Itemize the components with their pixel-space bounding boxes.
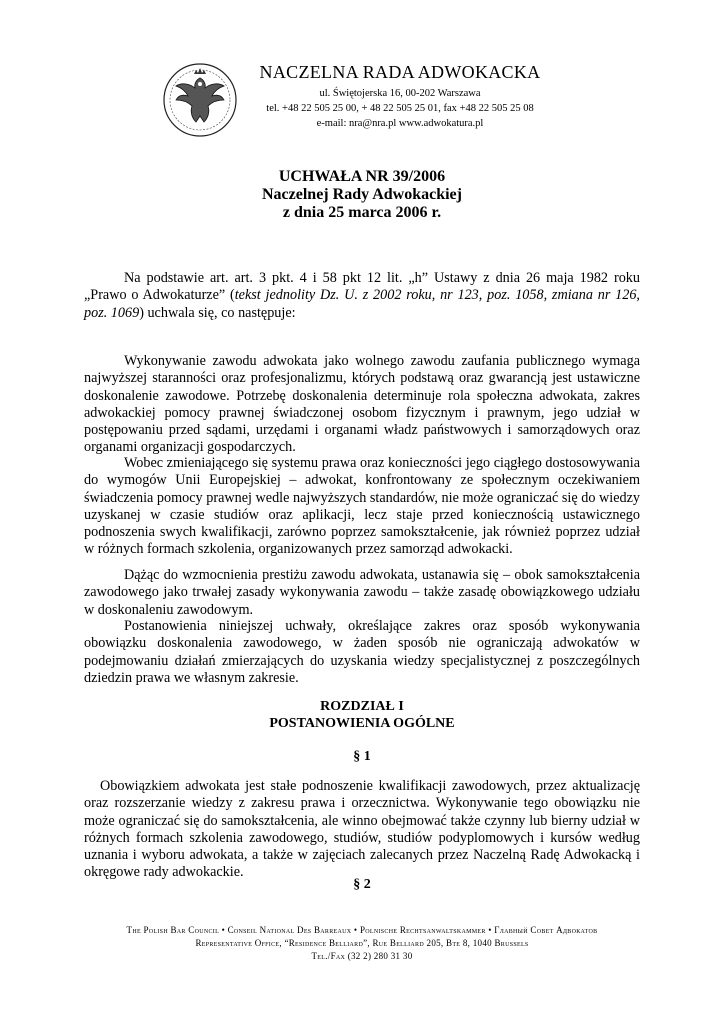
resolution-body: Naczelnej Rady Adwokackiej bbox=[262, 186, 462, 203]
org-phone: tel. +48 22 505 25 00, + 48 22 505 25 01, fax +48 22 505 25 08 bbox=[266, 103, 534, 114]
org-address: ul. Świętojerska 16, 00-202 Warszawa bbox=[319, 88, 481, 99]
org-email: e-mail: nra@nra.pl www.adwokatura.pl bbox=[316, 118, 484, 129]
org-name: NACZELNA RADA ADWOKACKA bbox=[259, 62, 541, 82]
body-paragraph-3: Dążąc do wzmocnienia prestiżu zawodu adwokata, ustanawia się – obok samokształcenia zawodowego jako trwałej zasady wykonywania zawodu – także zasadę obowiązkowego udziału w doskonaleniu zawodowym. bbox=[84, 567, 640, 618]
preamble-citation: tekst jednolity Dz. U. z 2002 roku, nr 123, poz. 1058, zmiana nr 126, poz. 1069 bbox=[84, 287, 640, 321]
section-1-label: § 1 bbox=[353, 749, 371, 764]
chapter-title: ROZDZIAŁ I bbox=[320, 699, 404, 714]
body-paragraph-1: Wykonywanie zawodu adwokata jako wolnego zawodu zaufania publicznego wymaga najwyższej staranności oraz profesjonalizmu, których podstawą oraz gwarancją jest ustawiczne doskonalenie zawodowe. Potrzebę doskonalenia determinuje rola społeczna adwokata, zakres adwokackiej pomocy prawnej świadczonej osobom fizycznym i prawnym, jego udział w postępowaniu przed sądami, urzędami i organami władz państwowych i samorządowych oraz organami organizacji gospodarczych. bbox=[84, 353, 640, 456]
section-2-label: § 2 bbox=[353, 877, 371, 892]
body-paragraph-2: Wobec zmieniającego się systemu prawa oraz konieczności jego ciągłego dostosowywania do wymogów Unii Europejskiej – adwokat, konfrontowany ze społecznym oczekiwaniem świadczenia pomocy prawnej wedle najwyższych standardów, nie może ograniczać się do wiedzy uzyskanej w czasie studiów oraz aplikacji, lecz staje przed koniecznością ustawicznego podnoszenia swych kwalifikacji, zarówno poprzez samokształcenie, jak również poprzez udział w różnych formach szkolenia, organizowanych przez samorząd adwokacki. bbox=[84, 455, 640, 558]
body-paragraph-4: Postanowienia niniejszej uchwały, określające zakres oraz sposób wykonywania obowiązku doskonalenia zawodowego, w żaden sposób nie ograniczają adwokatów w podejmowaniu działań zmierzających do uzyskania wiedzy specjalistycznej z poszczególnych dziedzin prawa we własnym zakresie. bbox=[84, 618, 640, 686]
resolution-date: z dnia 25 marca 2006 r. bbox=[282, 204, 442, 221]
footer-line-3: Tel./Fax (32 2) 280 31 30 bbox=[311, 951, 413, 961]
section-1-text: Obowiązkiem adwokata jest stałe podnoszenie kwalifikacji zawodowych, przez aktualizację oraz rozszerzanie wiedzy z zakresu prawa i orzecznictwa. Wykonywanie tego obowiązku nie może ograniczać się do samokształcenia, ale winno obejmować także czynny lub bierny udział w różnych formach szkolenia zawodowego, studiów, studiów podyplomowych i kursów według uznania i wyboru adwokata, a także w zajęciach zalecanych przez Naczelną Radę Adwokacką i okręgowe rady adwokackie. bbox=[84, 778, 640, 881]
eagle-emblem-icon bbox=[160, 60, 240, 140]
chapter-subtitle: POSTANOWIENIA OGÓLNE bbox=[269, 716, 455, 731]
preamble: Na podstawie art. art. 3 pkt. 4 i 58 pkt 12 lit. „h” Ustawy z dnia 26 maja 1982 roku „Prawo o Adwokaturze” (tekst jednolity Dz. U. z 2002 roku, nr 123, poz. 1058, zmiana nr 126, poz. 1069) uchwala się, co następuje: bbox=[84, 270, 640, 321]
footer-line-1: The Polish Bar Council • Conseil National Des Barreaux • Polnische Rechtsanwaltskammer • Главный Совет Адвокатов bbox=[126, 925, 598, 935]
resolution-number: UCHWAŁA NR 39/2006 bbox=[278, 168, 446, 185]
footer-line-2: Representative Office, “Residence Belliard”, Rue Belliard 205, Bte 8, 1040 Brussels bbox=[195, 938, 529, 948]
